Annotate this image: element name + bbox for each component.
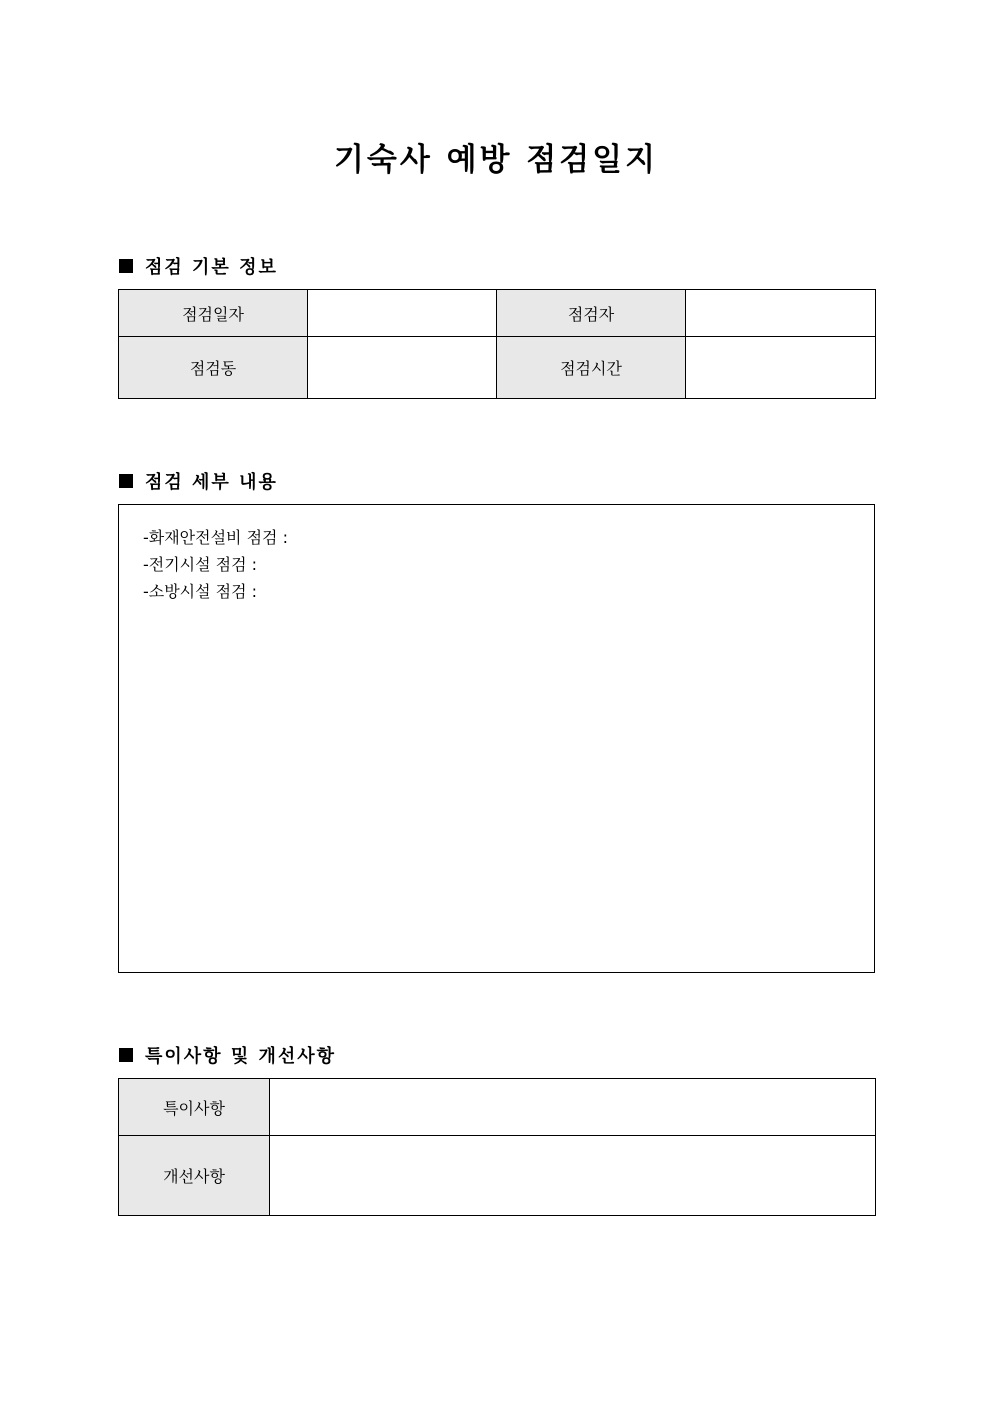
table-row	[119, 1079, 876, 1136]
details-heading-label: 점검 세부 내용	[145, 472, 278, 493]
building-field[interactable]	[308, 337, 497, 399]
detail-line-firefighting: -소방시설 점검 :	[143, 582, 258, 601]
table-row	[119, 337, 876, 399]
building-label: 점검동	[119, 337, 308, 399]
table-row	[119, 290, 876, 337]
basic-info-heading-label: 점검 기본 정보	[145, 257, 278, 278]
detail-line-electrical: -전기시설 점검 :	[143, 555, 258, 574]
square-bullet-icon	[119, 1048, 133, 1062]
square-bullet-icon	[119, 259, 133, 273]
basic-info-table	[118, 289, 876, 399]
remarks-heading-label: 특이사항 및 개선사항	[145, 1046, 337, 1067]
inspection-time-label: 점검시간	[497, 337, 686, 399]
improvements-label: 개선사항	[119, 1136, 270, 1216]
improvements-field[interactable]	[270, 1136, 876, 1216]
inspector-field[interactable]	[686, 290, 876, 337]
special-notes-field[interactable]	[270, 1079, 876, 1136]
details-heading	[119, 468, 278, 494]
square-bullet-icon	[119, 474, 133, 488]
basic-info-heading	[119, 253, 278, 279]
detail-line-fire-safety: -화재안전설비 점검 :	[143, 528, 288, 547]
page-title: 기숙사 예방 점검일지	[333, 142, 659, 178]
inspection-date-field[interactable]	[308, 290, 497, 337]
inspector-label: 점검자	[497, 290, 686, 337]
remarks-heading	[119, 1042, 336, 1068]
inspection-date-label: 점검일자	[119, 290, 308, 337]
table-row	[119, 1136, 876, 1216]
remarks-table	[118, 1078, 876, 1216]
special-notes-label: 특이사항	[119, 1079, 270, 1136]
details-box[interactable]	[118, 504, 875, 973]
inspection-time-field[interactable]	[686, 337, 876, 399]
